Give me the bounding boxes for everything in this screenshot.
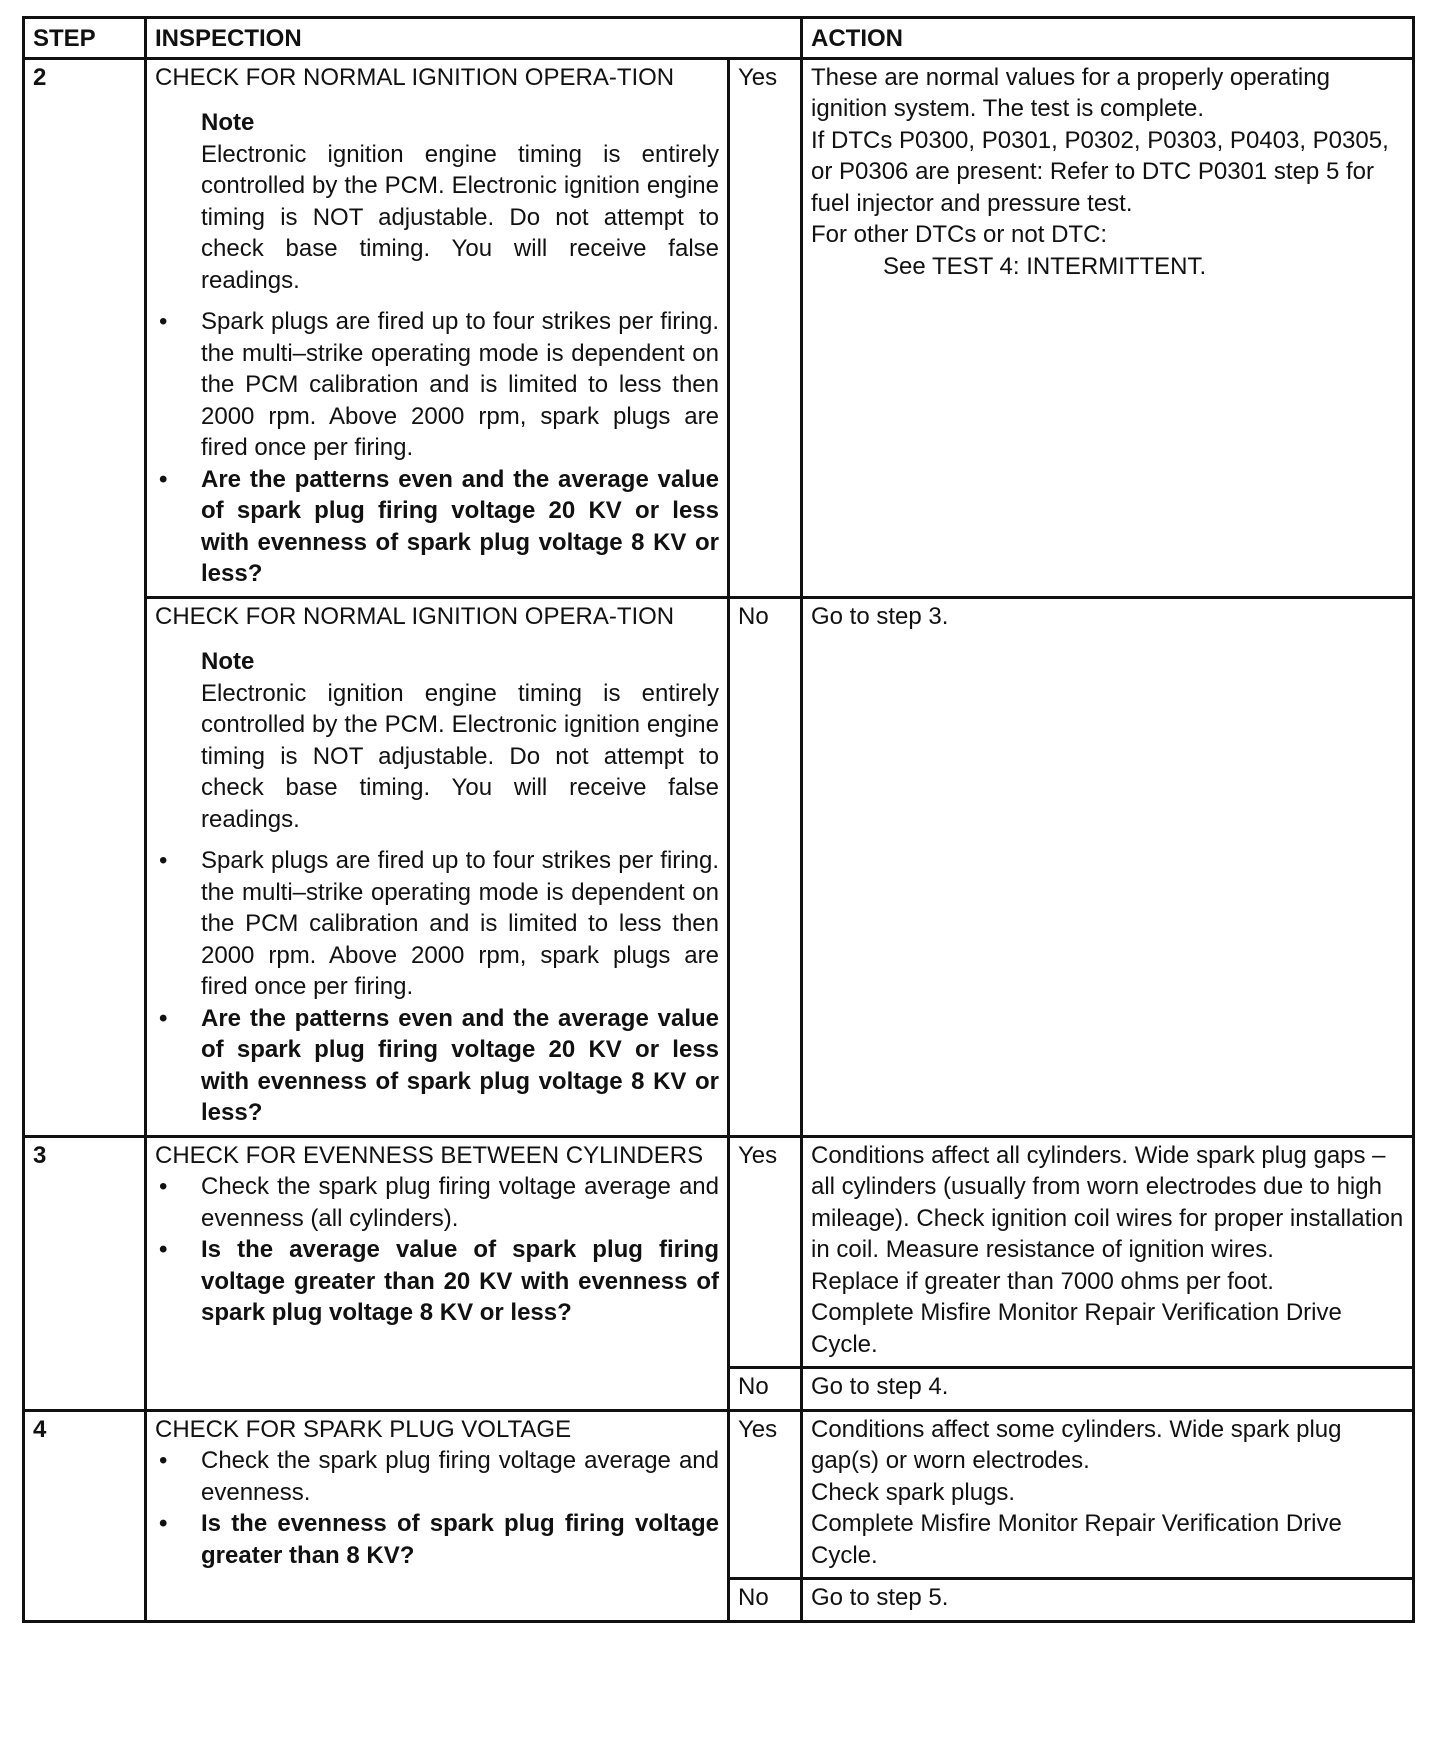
action-line: If DTCs P0300, P0301, P0302, P0303, P0403, P0305, or P0306 are present: Refer to DTC P0301 step 5 for fuel injector and pressure test.	[811, 126, 1389, 217]
answer-no: No	[729, 1579, 802, 1622]
inspection-title: CHECK FOR SPARK PLUG VOLTAGE	[155, 1415, 572, 1443]
note-heading: Note	[201, 648, 255, 675]
action-line: For other DTCs or not DTC:	[811, 221, 1108, 248]
bullet-item: • Check the spark plug firing voltage average and evenness (all cylinders).	[155, 1171, 719, 1234]
note-text: Electronic ignition engine timing is entirely controlled by the PCM. Electronic ignition engine timing is NOT adjustable. Do not attempt to check base timing. You will receive false readings.	[201, 679, 719, 833]
step-number: 2	[24, 58, 146, 1136]
action-cell	[802, 1410, 1414, 1579]
action-cell	[802, 1136, 1414, 1368]
table-row	[24, 1136, 1414, 1368]
header-step: STEP	[24, 18, 146, 59]
bullet-list	[155, 845, 719, 1129]
inspection-title: CHECK FOR NORMAL IGNITION OPERA-TION	[155, 602, 675, 630]
question-item: • Are the patterns even and the average value of spark plug firing voltage 20 KV or less with evenness of spark plug voltage 8 KV or less?	[155, 464, 719, 590]
action-line: Go to step 5.	[811, 1584, 949, 1611]
note-text: Electronic ignition engine timing is entirely controlled by the PCM. Electronic ignition engine timing is NOT adjustable. Do not attempt to check base timing. You will receive false readings.	[201, 140, 719, 294]
action-line: Check spark plugs.	[811, 1478, 1016, 1506]
table-row	[24, 597, 1414, 1136]
answer-yes: Yes	[729, 1136, 802, 1368]
header-action: ACTION	[802, 18, 1414, 59]
diagnostic-page	[22, 16, 1412, 1623]
header-inspection: INSPECTION	[146, 18, 802, 59]
inspection-cell	[146, 1410, 729, 1621]
bullet-list	[155, 1445, 719, 1571]
bullet-item: • Spark plugs are fired up to four strikes per firing. the multi–strike operating mode is dependent on the PCM calibration and is limited to less then 2000 rpm. Above 2000 rpm, spark plugs are fired once per firing.	[155, 845, 719, 1003]
bullet-list	[155, 306, 719, 590]
action-line: Complete Misfire Monitor Repair Verification Drive Cycle.	[811, 1299, 1342, 1358]
inspection-title: CHECK FOR NORMAL IGNITION OPERA-TION	[155, 63, 675, 91]
step-number: 3	[24, 1136, 146, 1410]
step-number: 4	[24, 1410, 146, 1621]
inspection-cell	[146, 58, 729, 597]
table-row	[24, 1410, 1414, 1579]
question-item: • Is the average value of spark plug firing voltage greater than 20 KV with evenness of spark plug voltage 8 KV or less?	[155, 1234, 719, 1329]
action-line: Complete Misfire Monitor Repair Verification Drive Cycle.	[811, 1510, 1342, 1569]
action-line: Go to step 4.	[811, 1373, 949, 1400]
answer-no: No	[729, 1368, 802, 1411]
action-line: Replace if greater than 7000 ohms per foot.	[811, 1267, 1274, 1295]
action-line: Go to step 3.	[811, 602, 949, 630]
inspection-cell	[146, 1136, 729, 1410]
action-line: Conditions affect all cylinders. Wide spark plug gaps – all cylinders (usually from worn electrodes due to high mileage). Check ignition coil wires for proper installation in coil. Measure resistance of ignition wires.	[811, 1141, 1404, 1263]
action-line: Conditions affect some cylinders. Wide spark plug gap(s) or worn electrodes.	[811, 1415, 1342, 1474]
diagnostic-table	[22, 16, 1415, 1623]
question-item: • Is the evenness of spark plug firing voltage greater than 8 KV?	[155, 1508, 719, 1571]
answer-yes: Yes	[729, 1410, 802, 1579]
action-cell	[802, 1368, 1414, 1411]
action-line: See TEST 4: INTERMITTENT.	[883, 252, 1207, 280]
inspection-title: CHECK FOR EVENNESS BETWEEN CYLINDERS	[155, 1141, 704, 1169]
table-row	[24, 58, 1414, 597]
action-cell	[802, 597, 1414, 1136]
question-item: • Are the patterns even and the average value of spark plug firing voltage 20 KV or less with evenness of spark plug voltage 8 KV or less?	[155, 1003, 719, 1129]
bullet-item: • Spark plugs are fired up to four strikes per firing. the multi–strike operating mode is dependent on the PCM calibration and is limited to less then 2000 rpm. Above 2000 rpm, spark plugs are fired once per firing.	[155, 306, 719, 464]
inspection-cell	[146, 597, 729, 1136]
answer-no: No	[729, 597, 802, 1136]
action-cell	[802, 58, 1414, 597]
action-line: These are normal values for a properly operating ignition system. The test is complete.	[811, 63, 1330, 122]
action-cell	[802, 1579, 1414, 1622]
note-heading: Note	[201, 109, 255, 136]
bullet-list	[155, 1171, 719, 1329]
note-block	[201, 646, 719, 835]
note-block	[201, 107, 719, 296]
answer-yes: Yes	[729, 58, 802, 597]
table-header-row	[24, 18, 1414, 59]
bullet-item: • Check the spark plug firing voltage average and evenness.	[155, 1445, 719, 1508]
